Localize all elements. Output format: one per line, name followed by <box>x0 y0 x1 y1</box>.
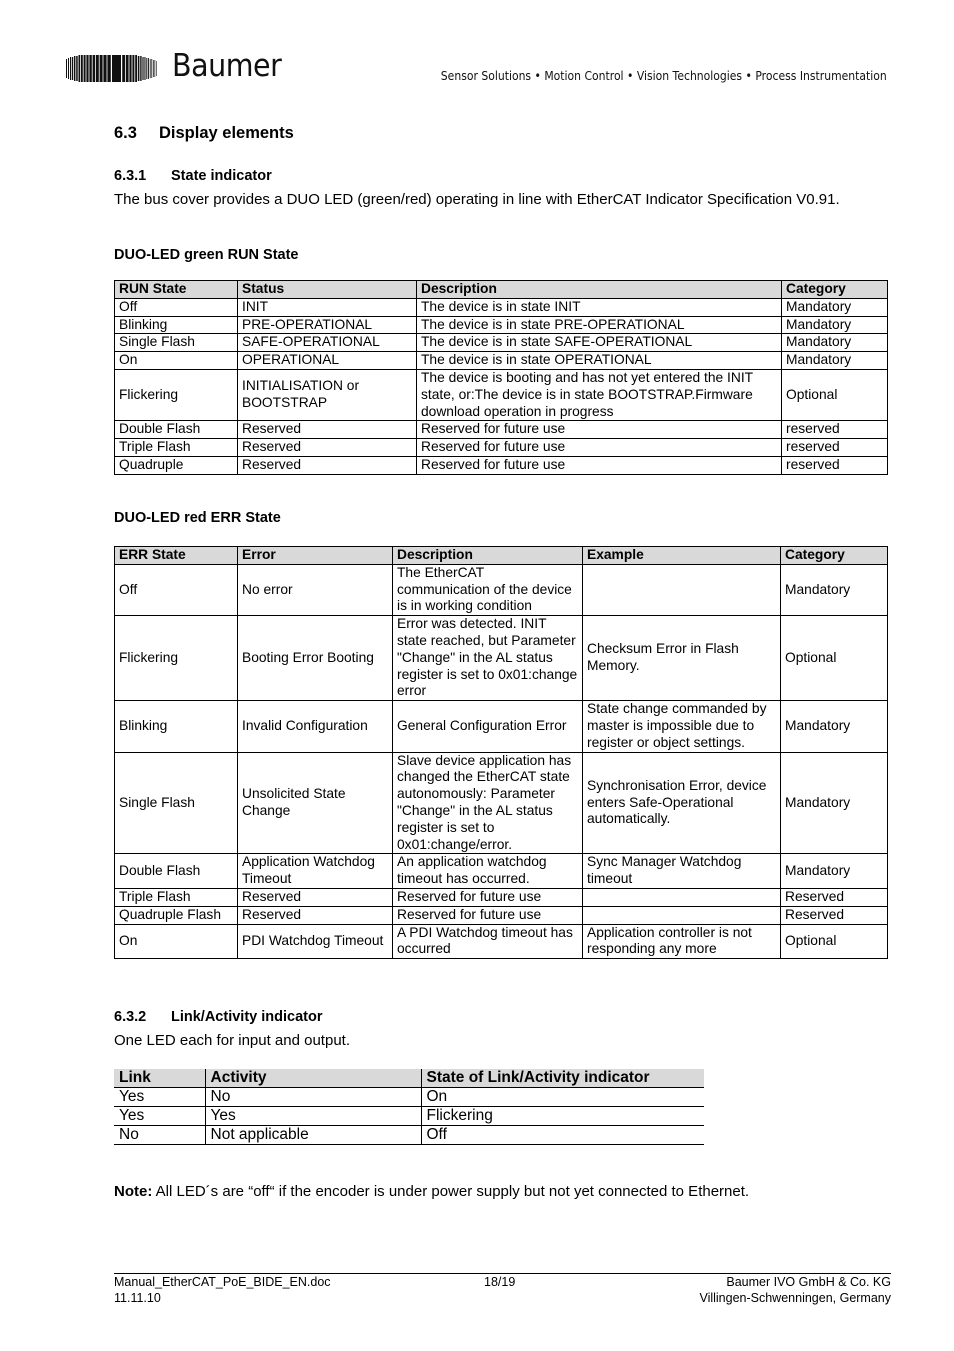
table-cell: Mandatory <box>781 854 888 889</box>
column-header: Example <box>583 547 781 565</box>
subsection-number: 6.3.2 <box>114 1009 147 1025</box>
table-cell: Quadruple <box>115 456 238 474</box>
table-cell: SAFE-OPERATIONAL <box>238 334 417 352</box>
table-cell: Mandatory <box>782 316 888 334</box>
table-cell: No <box>205 1088 421 1107</box>
table-cell: Double Flash <box>115 421 238 439</box>
note-text: All LED´s are “off“ if the encoder is under power supply but not yet connected to Ethernet. <box>152 1183 750 1200</box>
table-cell: State change commanded by master is impossible due to register or object settings. <box>583 701 781 752</box>
table-cell: On <box>115 924 238 959</box>
link-activity-table <box>114 1069 704 1145</box>
table-cell: Off <box>115 298 238 316</box>
table-cell: Yes <box>205 1107 421 1126</box>
table-cell: Reserved for future use <box>417 456 782 474</box>
table-cell: The device is in state INIT <box>417 298 782 316</box>
err-state-table <box>114 546 888 959</box>
footer-company: Baumer IVO GmbH & Co. KG <box>726 1275 891 1289</box>
column-header: State of Link/Activity indicator <box>421 1069 704 1088</box>
run-table-caption: DUO-LED green RUN State <box>114 247 299 263</box>
table-cell: General Configuration Error <box>393 701 583 752</box>
table-cell: Unsolicited State Change <box>238 752 393 854</box>
table-cell: Reserved <box>238 421 417 439</box>
table-cell: The EtherCAT communication of the device is in working condition <box>393 564 583 615</box>
table-cell: Reserved <box>238 888 393 906</box>
table-cell: A PDI Watchdog timeout has occurred <box>393 924 583 959</box>
table-cell: Reserved for future use <box>417 439 782 457</box>
table-cell: Reserved <box>781 906 888 924</box>
column-header: Description <box>417 281 782 299</box>
footer-page-number: 18/19 <box>484 1275 516 1289</box>
table-row <box>115 854 888 889</box>
err-table-caption: DUO-LED red ERR State <box>114 510 281 526</box>
header-tagline: Sensor Solutions • Motion Control • Vision Technologies • Process Instrumentation <box>441 69 887 83</box>
table-cell: Reserved for future use <box>417 421 782 439</box>
table-row <box>115 564 888 615</box>
table-row <box>115 924 888 959</box>
table-row <box>115 316 888 334</box>
table-cell: On <box>115 352 238 370</box>
table-row <box>114 1088 704 1107</box>
table-cell: Single Flash <box>115 752 238 854</box>
note <box>114 1183 749 1200</box>
table-cell: The device is in state SAFE-OPERATIONAL <box>417 334 782 352</box>
subsection-heading-link <box>114 1009 322 1025</box>
table-cell: Error was detected. INIT state reached, but Parameter "Change" in the AL status register is set to 0x01:change error <box>393 616 583 701</box>
table-cell: Quadruple Flash <box>115 906 238 924</box>
table-row <box>115 701 888 752</box>
table-cell: Reserved <box>238 906 393 924</box>
table-cell: Off <box>421 1126 704 1145</box>
note-label: Note: <box>114 1183 153 1200</box>
footer-divider <box>114 1273 891 1274</box>
table-cell: Flickering <box>115 369 238 420</box>
table-cell: No error <box>238 564 393 615</box>
table-cell: reserved <box>782 421 888 439</box>
table-cell <box>583 888 781 906</box>
table-cell: Reserved for future use <box>393 888 583 906</box>
table-cell <box>583 906 781 924</box>
column-header: Category <box>781 547 888 565</box>
table-row <box>115 888 888 906</box>
table-row <box>115 334 888 352</box>
table-cell: reserved <box>782 456 888 474</box>
table-row <box>115 752 888 854</box>
table-header-row <box>115 281 888 299</box>
column-header: RUN State <box>115 281 238 299</box>
table-cell: Flickering <box>421 1107 704 1126</box>
table-cell: INIT <box>238 298 417 316</box>
table-cell: Yes <box>114 1088 205 1107</box>
table-cell: Reserved <box>238 439 417 457</box>
table-cell: OPERATIONAL <box>238 352 417 370</box>
run-state-table <box>114 280 888 475</box>
table-cell: Slave device application has changed the EtherCAT state autonomously: Parameter "Change" in the AL status register is set to 0x01:change/error. <box>393 752 583 854</box>
table-cell: Mandatory <box>781 701 888 752</box>
table-cell: Reserved for future use <box>393 906 583 924</box>
table-cell: PDI Watchdog Timeout <box>238 924 393 959</box>
table-row <box>115 456 888 474</box>
table-cell: An application watchdog timeout has occurred. <box>393 854 583 889</box>
link-indicator-text: One LED each for input and output. <box>114 1032 350 1049</box>
table-row <box>115 439 888 457</box>
table-cell: The device is in state PRE-OPERATIONAL <box>417 316 782 334</box>
table-cell: Not applicable <box>205 1126 421 1145</box>
table-cell: Optional <box>781 924 888 959</box>
column-header: Category <box>782 281 888 299</box>
footer-right <box>699 1275 891 1306</box>
state-indicator-text: The bus cover provides a DUO LED (green/red) operating in line with EtherCAT Indicator Specification V0.91. <box>114 191 840 208</box>
table-cell: Application controller is not responding any more <box>583 924 781 959</box>
table-row <box>115 352 888 370</box>
section-heading <box>114 124 294 143</box>
table-cell: PRE-OPERATIONAL <box>238 316 417 334</box>
table-cell: Synchronisation Error, device enters Safe-Operational automatically. <box>583 752 781 854</box>
table-cell: Optional <box>782 369 888 420</box>
table-cell: INITIALISATION or BOOTSTRAP <box>238 369 417 420</box>
baumer-logo-mark <box>66 55 158 82</box>
table-cell: No <box>114 1126 205 1145</box>
table-cell: Double Flash <box>115 854 238 889</box>
table-cell: Mandatory <box>781 564 888 615</box>
table-cell: The device is in state OPERATIONAL <box>417 352 782 370</box>
column-header: ERR State <box>115 547 238 565</box>
table-cell: Application Watchdog Timeout <box>238 854 393 889</box>
table-cell: Triple Flash <box>115 439 238 457</box>
table-cell: Off <box>115 564 238 615</box>
column-header: Activity <box>205 1069 421 1088</box>
table-cell: Yes <box>114 1107 205 1126</box>
table-header-row <box>115 547 888 565</box>
brand-name: Baumer <box>172 48 282 84</box>
table-cell: reserved <box>782 439 888 457</box>
footer-left <box>114 1275 331 1306</box>
table-cell: Triple Flash <box>115 888 238 906</box>
table-cell: Blinking <box>115 701 238 752</box>
table-cell: Optional <box>781 616 888 701</box>
table-cell: Reserved <box>238 456 417 474</box>
subsection-title: State indicator <box>171 168 272 184</box>
table-cell: Blinking <box>115 316 238 334</box>
table-cell: Mandatory <box>782 298 888 316</box>
table-cell: Reserved <box>781 888 888 906</box>
column-header: Error <box>238 547 393 565</box>
table-header-row <box>114 1069 704 1088</box>
table-cell: Booting Error Booting <box>238 616 393 701</box>
table-cell: The device is booting and has not yet entered the INIT state, or:The device is in state BOOTSTRAP.Firmware download operation in progress <box>417 369 782 420</box>
subsection-title: Link/Activity indicator <box>171 1009 323 1025</box>
table-row <box>115 616 888 701</box>
table-cell: On <box>421 1088 704 1107</box>
column-header: Link <box>114 1069 205 1088</box>
table-cell: Mandatory <box>781 752 888 854</box>
table-row <box>115 906 888 924</box>
table-cell: Sync Manager Watchdog timeout <box>583 854 781 889</box>
section-number: 6.3 <box>114 124 137 142</box>
table-cell: Flickering <box>115 616 238 701</box>
table-cell: Single Flash <box>115 334 238 352</box>
footer-location: Villingen-Schwenningen, Germany <box>699 1290 891 1305</box>
table-cell: Mandatory <box>782 334 888 352</box>
subsection-heading-state <box>114 168 272 184</box>
subsection-number: 6.3.1 <box>114 168 147 184</box>
table-cell: Invalid Configuration <box>238 701 393 752</box>
column-header: Status <box>238 281 417 299</box>
section-title: Display elements <box>159 124 294 142</box>
table-row <box>115 298 888 316</box>
table-cell <box>583 564 781 615</box>
footer-doc-name: Manual_EtherCAT_PoE_BIDE_EN.doc <box>114 1275 331 1289</box>
column-header: Description <box>393 547 583 565</box>
table-row <box>114 1107 704 1126</box>
table-cell: Checksum Error in Flash Memory. <box>583 616 781 701</box>
table-row <box>114 1126 704 1145</box>
table-row <box>115 421 888 439</box>
footer-date: 11.11.10 <box>114 1290 161 1305</box>
table-row <box>115 369 888 420</box>
table-cell: Mandatory <box>782 352 888 370</box>
